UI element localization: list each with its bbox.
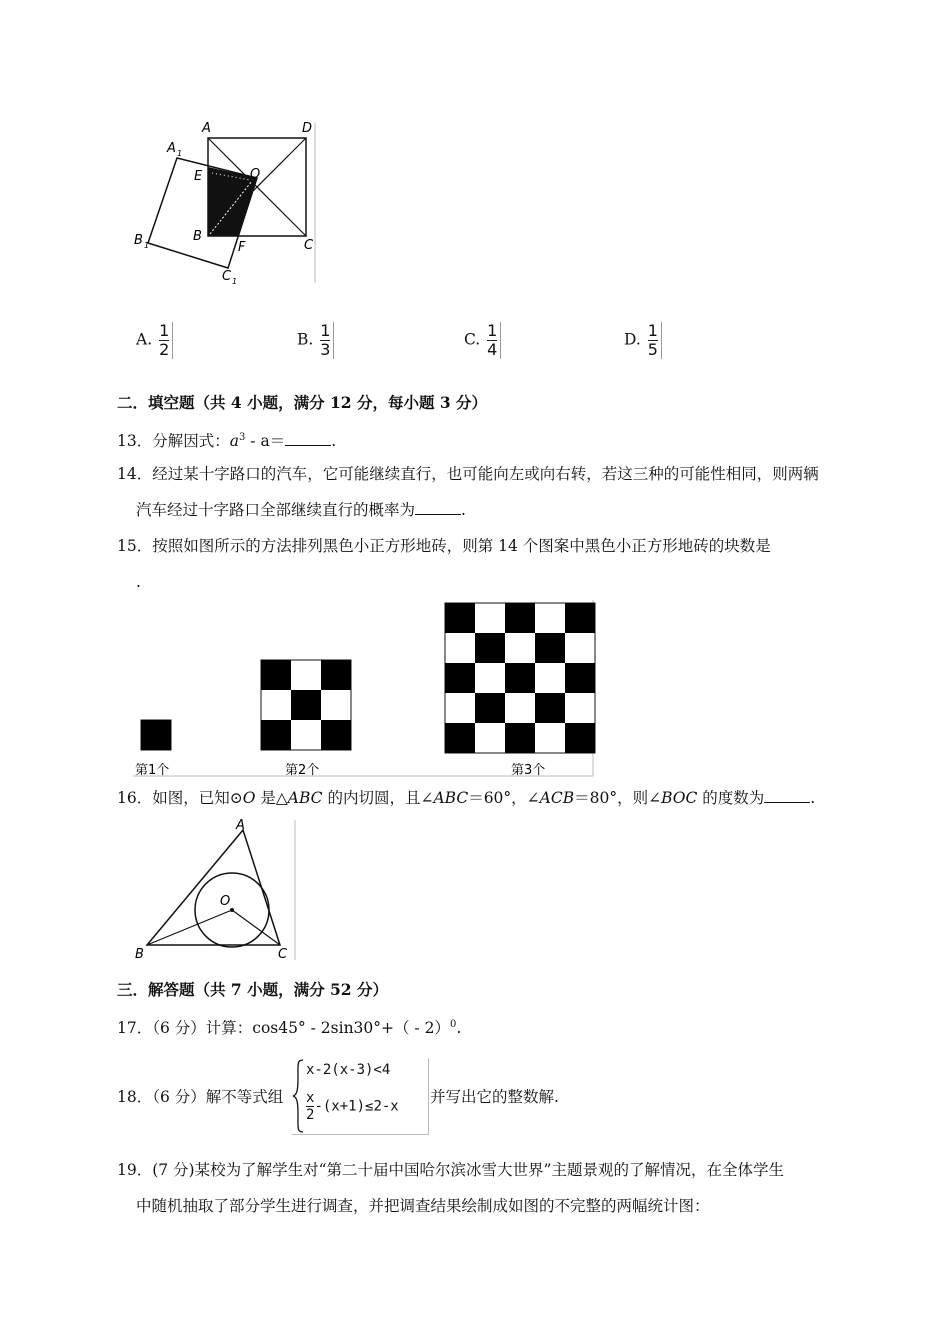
option-letter: B. — [297, 330, 314, 349]
q12-option-c[interactable] — [464, 322, 501, 359]
q19-line2: 中随机抽取了部分学生进行调查，并把调查结果绘制成如图的不完整的两幅统计图： — [136, 1197, 710, 1215]
option-fraction: $\frac{1}{5}$ — [646, 322, 662, 359]
pattern-1 — [141, 720, 171, 750]
q16-label-O: O — [220, 894, 231, 909]
black-tile — [321, 660, 351, 690]
q18-prefix: 18．（6 分）解不等式组 — [117, 1088, 284, 1106]
q19-line1: 19．(7 分)某校为了解学生对“第二十届中国哈尔滨冰雪大世界”主题景观的了解情况，在全体学生 — [117, 1161, 784, 1179]
caption-3: 第3个 — [511, 763, 546, 778]
q16-label-A: A — [236, 818, 245, 833]
q14-answer-blank[interactable] — [415, 500, 461, 515]
black-tile — [261, 720, 291, 750]
q13-answer-blank[interactable] — [285, 431, 331, 446]
q12-option-d[interactable] — [624, 322, 662, 359]
q12-label-B1-sub: 1 — [144, 241, 150, 250]
black-tile — [475, 633, 505, 663]
black-tile — [505, 603, 535, 633]
q16-label-C: C — [278, 947, 288, 962]
option-fraction: $\frac{1}{2}$ — [157, 322, 173, 359]
black-tile — [505, 723, 535, 753]
q14-line2: 汽车经过十字路口全部继续直行的概率为 . — [136, 501, 466, 519]
section-3-title: 三．解答题（共 7 小题，满分 52 分） — [117, 980, 388, 999]
black-tile — [475, 693, 505, 723]
q12-label-A: A — [202, 121, 211, 136]
q16-label-B: B — [135, 947, 144, 962]
caption-1: 第1个 — [135, 763, 170, 778]
q15-line2: . — [136, 573, 141, 591]
black-tile — [445, 663, 475, 693]
q15-figure — [133, 600, 598, 780]
q12-label-B1: B — [134, 233, 143, 248]
option-letter: A. — [136, 330, 153, 349]
black-tile — [261, 660, 291, 690]
q12-label-C1-sub: 1 — [232, 277, 238, 286]
black-tile — [321, 720, 351, 750]
black-tile — [535, 633, 565, 663]
black-tile — [565, 723, 595, 753]
q14-line1: 14．经过某十字路口的汽车，它可能继续直行，也可能向左或向右转，若这三种的可能性相同，则两辆 — [117, 465, 819, 483]
option-fraction: $\frac{1}{4}$ — [485, 322, 501, 359]
q12-label-A1: A — [167, 141, 176, 156]
black-tile — [565, 663, 595, 693]
q12-label-B: B — [193, 229, 202, 244]
q18-ineq-1: x-2(x-3)<4 — [306, 1062, 391, 1078]
black-tile — [535, 693, 565, 723]
option-fraction: $\frac{1}{3}$ — [318, 322, 334, 359]
q12-option-a[interactable] — [136, 322, 173, 359]
black-tile — [291, 690, 321, 720]
q18-ineq-2: $\frac{x}{2}$ -(x+1)≤2-x — [306, 1090, 399, 1123]
option-letter: C. — [464, 330, 481, 349]
option-letter: D. — [624, 330, 641, 349]
q18-suffix: 并写出它的整数解. — [430, 1088, 559, 1106]
pattern-2 — [261, 660, 351, 750]
black-tile — [445, 723, 475, 753]
q12-label-A1-sub: 1 — [177, 149, 183, 158]
q18-inequality-system — [292, 1058, 429, 1135]
black-tile — [141, 720, 171, 750]
q15-line1: 15．按照如图所示的方法排列黑色小正方形地砖，则第 14 个图案中黑色小正方形地砖的块数是 — [117, 537, 771, 555]
black-tile — [565, 603, 595, 633]
q16: 16．如图，已知⊙O 是△ABC 的内切圆，且∠ABC＝60°，∠ACB＝80°，则∠BOC 的度数为 . — [117, 789, 816, 807]
q17: 17．（6 分）计算：cos45° - 2sin30°+（ - 2）$^0$. — [117, 1019, 462, 1038]
section-2-title: 二．填空题（共 4 小题，满分 12 分，每小题 3 分） — [117, 393, 488, 412]
q12-option-b[interactable] — [297, 322, 334, 359]
pattern-3 — [445, 603, 595, 753]
q12-figure — [130, 118, 325, 288]
q12-label-C: C — [304, 238, 314, 253]
q16-answer-blank[interactable] — [764, 788, 810, 803]
q12-label-O: O — [250, 167, 261, 182]
q12-label-C1: C — [222, 269, 232, 284]
brace-icon — [292, 1058, 304, 1134]
q12-label-D: D — [302, 121, 313, 136]
black-tile — [505, 663, 535, 693]
q13: 13．分解因式：$a^3 - a=$ . — [117, 432, 337, 451]
caption-2: 第2个 — [285, 763, 320, 778]
q12-label-F: F — [238, 240, 246, 255]
q12-label-E: E — [194, 169, 203, 184]
q16-figure — [130, 815, 300, 965]
black-tile — [445, 603, 475, 633]
